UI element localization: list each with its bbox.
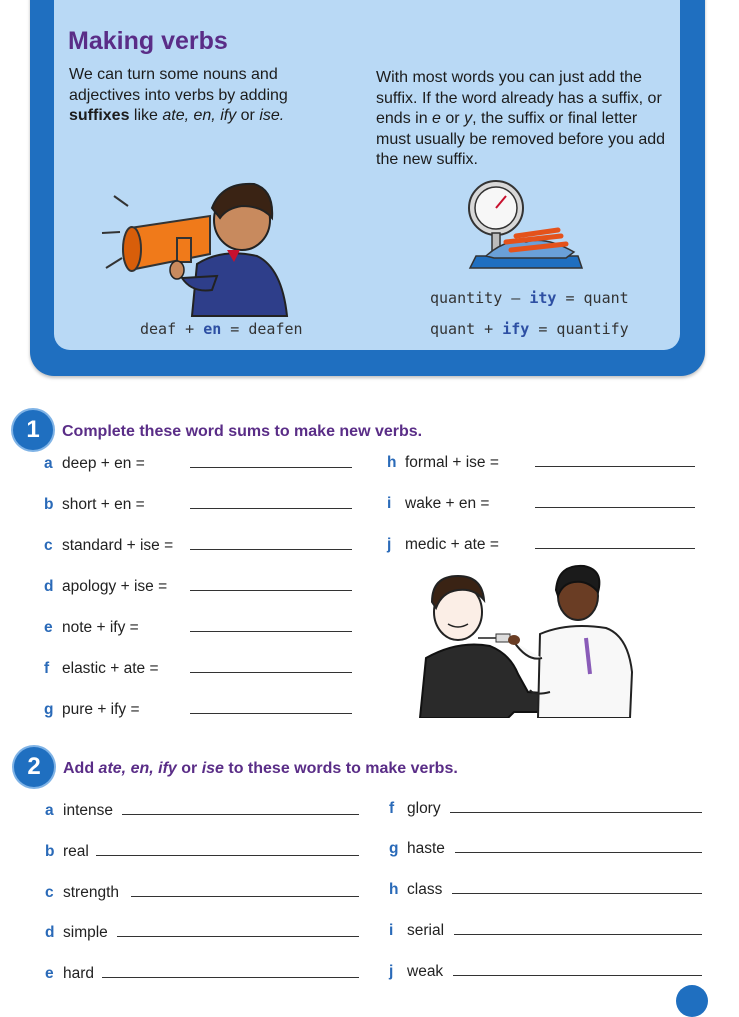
q1-item-d: d apology + ise = (44, 578, 168, 595)
q2-item-g: g haste (389, 840, 445, 857)
q1-item-g: g pure + ify = (44, 701, 140, 718)
q2-answer-i[interactable] (454, 934, 702, 935)
q1-item-a: a deep + en = (44, 455, 145, 472)
q2-answer-g[interactable] (455, 852, 702, 853)
q1-answer-c[interactable] (190, 549, 352, 550)
q2-answer-c[interactable] (131, 896, 359, 897)
q1-item-c: c standard + ise = (44, 537, 174, 554)
intro-right-text: With most words you can just add the suffix. If the word already has a suffix, or ends in e or y, the suffix or final letter must usually be removed before you add the new suffix. (376, 69, 666, 168)
example-quant: quantity – ity = quant (430, 289, 629, 307)
q2-item-e: e hard (45, 965, 95, 982)
q2-answer-h[interactable] (452, 893, 702, 894)
intro-left-text: We can turn some nouns and adjectives into verbs by adding suffixes like ate, en, ify or ise. (69, 66, 288, 124)
panel-title: Making verbs (68, 27, 228, 55)
vaccination-illustration (418, 562, 640, 718)
q2-answer-d[interactable] (117, 936, 359, 937)
q2-answer-a[interactable] (122, 814, 359, 815)
q1-answer-a[interactable] (190, 467, 352, 468)
q1-answer-d[interactable] (190, 590, 352, 591)
q1-answer-g[interactable] (190, 713, 352, 714)
q1-answer-e[interactable] (190, 631, 352, 632)
question-1-title: Complete these word sums to make new verbs. (62, 423, 423, 440)
q2-answer-j[interactable] (453, 975, 702, 976)
q2-item-i: i serial (389, 922, 445, 939)
question-2-badge: 2 (14, 747, 54, 787)
q2-answer-e[interactable] (102, 977, 359, 978)
question-2-title: Add ate, en, ify or ise to these words to make verbs. (63, 760, 458, 777)
q2-answer-b[interactable] (96, 855, 359, 856)
q1-item-i: i wake + en = (387, 495, 490, 512)
q2-answer-f[interactable] (450, 812, 702, 813)
question-1-badge: 1 (13, 410, 53, 450)
q1-item-e: e note + ify = (44, 619, 139, 636)
q1-answer-h[interactable] (535, 466, 695, 467)
q2-item-f: f glory (389, 800, 441, 817)
megaphone-boy-illustration (92, 178, 292, 318)
scales-carrots-illustration (466, 178, 590, 278)
q1-answer-j[interactable] (535, 548, 695, 549)
q2-item-c: c strength (45, 884, 120, 901)
q1-answer-b[interactable] (190, 508, 352, 509)
page-number-dot (676, 985, 708, 1017)
q1-item-h: h formal + ise = (387, 454, 499, 471)
q2-item-a: a intense (45, 802, 113, 819)
example-deafen: deaf + en = deafen (140, 320, 303, 338)
q1-item-b: b short + en = (44, 496, 145, 513)
q2-item-b: b real (45, 843, 89, 860)
q1-answer-f[interactable] (190, 672, 352, 673)
q2-item-d: d simple (45, 924, 108, 941)
q1-answer-i[interactable] (535, 507, 695, 508)
q2-item-j: j weak (389, 963, 444, 980)
example-quantify: quant + ify = quantify (430, 320, 629, 338)
q2-item-h: h class (389, 881, 443, 898)
q1-item-f: f elastic + ate = (44, 660, 159, 677)
q1-item-j: j medic + ate = (387, 536, 499, 553)
